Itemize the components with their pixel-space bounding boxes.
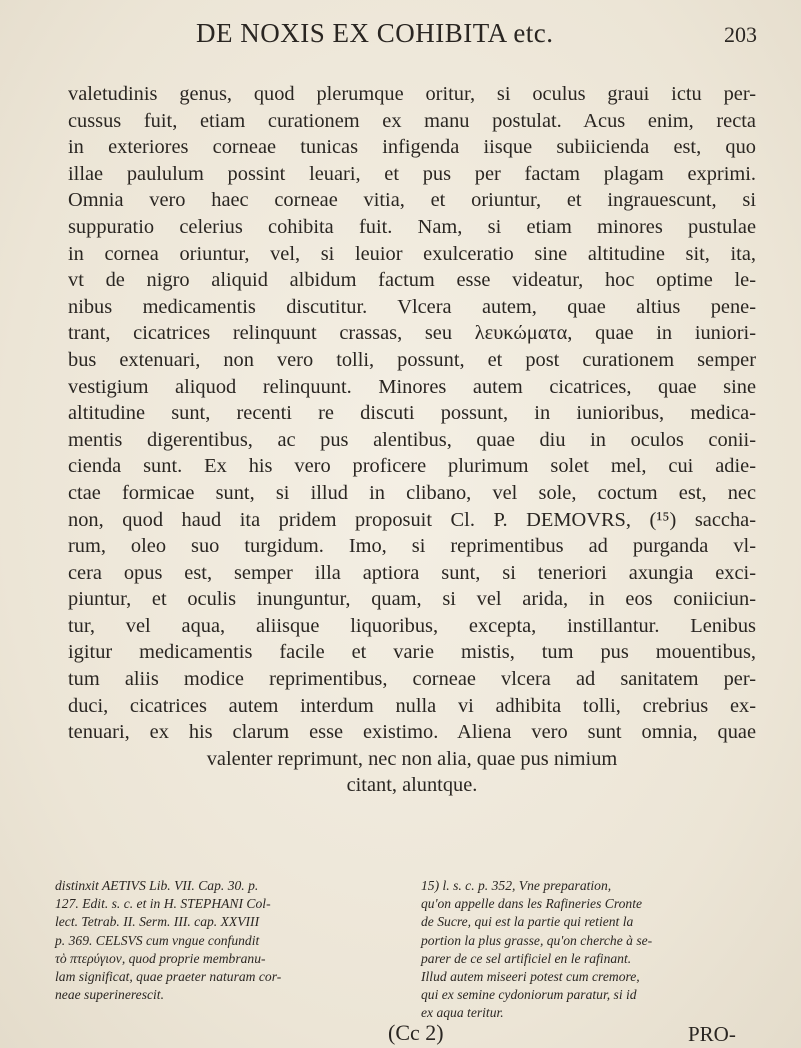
- footnote-line: τὸ πτερύγιον, quod proprie membranu-: [55, 950, 266, 966]
- text-line: valenter reprimunt, nec non alia, quae pus nimium: [206, 747, 618, 770]
- text-line: non, quod haud ita pridem proposuit Cl. P. DEMOVRS, (¹⁵) saccha-: [68, 508, 756, 531]
- main-text-block: [68, 81, 756, 799]
- footnote-line: ex aqua teritur.: [421, 1005, 504, 1021]
- text-line: citant, aluntque.: [346, 774, 478, 797]
- page-footer: [0, 1020, 801, 1046]
- text-line: cera opus est, semper illa aptiora sunt, si teneriori axungia exci-: [68, 561, 756, 584]
- text-line: in exteriores corneae tunicas infigenda iisque subiicienda est, quo: [68, 136, 756, 159]
- footnote-line: lect. Tetrab. II. Serm. III. cap. XXVIII: [55, 914, 260, 930]
- footnote-line: portion la plus grasse, qu'on cherche à se-: [421, 932, 653, 948]
- text-line: duci, cicatrices autem interdum nulla vi adhibita tolli, crebrius ex-: [68, 694, 756, 717]
- footnote-left-column: [55, 877, 388, 1004]
- footnote-line: 127. Edit. s. c. et in H. STEPHANI Col-: [55, 896, 271, 912]
- running-title: DE NOXIS EX COHIBITA etc.: [196, 18, 554, 48]
- text-line: mentis digerentibus, ac pus alentibus, quae diu in oculos conii-: [68, 428, 756, 451]
- text-line: vt de nigro aliquid albidum factum esse videatur, hoc optime le-: [68, 269, 756, 292]
- text-line: illae paululum possint leuari, et pus per factam plagam exprimi.: [68, 162, 756, 185]
- footnote-line: parer de ce sel artificiel en le rafinant.: [421, 950, 632, 966]
- text-line: trant, cicatrices relinquunt crassas, seu λευκώματα, quae in iuniori-: [68, 322, 756, 345]
- page-number: 203: [724, 22, 757, 47]
- text-line: altitudine sunt, recenti re discuti possunt, in iunioribus, medica-: [68, 402, 756, 425]
- text-line: nibus medicamentis discutitur. Vlcera autem, quae altius pene-: [68, 295, 756, 318]
- text-line: bus extenuari, non vero tolli, possunt, et post curationem semper: [68, 348, 756, 371]
- footnote-line: de Sucre, qui est la partie qui retient la: [421, 914, 634, 930]
- text-line: vestigium aliquod relinquunt. Minores autem cicatrices, quae sine: [68, 375, 756, 398]
- footnote-line: lam significat, quae praeter naturam cor-: [55, 968, 282, 984]
- catchword: PRO-: [688, 1022, 736, 1046]
- text-line: suppuratio celerius cohibita fuit. Nam, si etiam minores pustulae: [68, 215, 756, 238]
- text-line: in cornea oriuntur, vel, si leuior exulceratio sine altitudine sit, ita,: [68, 242, 756, 265]
- text-line: rum, oleo suo turgidum. Imo, si reprimentibus ad purganda vl-: [68, 535, 756, 558]
- text-line: tum aliis modice reprimentibus, corneae vlcera ad sanitatem per-: [68, 668, 756, 691]
- text-line: valetudinis genus, quod plerumque oritur, si oculus graui ictu per-: [68, 83, 756, 105]
- text-line: tenuari, ex his clarum esse existimo. Aliena vero sunt omnia, quae: [68, 721, 756, 744]
- text-line: igitur medicamentis facile et varie mistis, tum pus mouentibus,: [68, 641, 756, 664]
- signature-mark: (Cc 2): [388, 1020, 444, 1045]
- text-line: Omnia vero haec corneae vitia, et oriuntur, et ingrauescunt, si: [68, 189, 756, 212]
- footnote-line: qu'on appelle dans les Rafineries Cronte: [421, 896, 643, 912]
- footnote-line: p. 369. CELSVS cum vngue confundit: [55, 932, 260, 948]
- text-line: cienda sunt. Ex his vero proficere plurimum solet mel, cui adie-: [68, 455, 756, 478]
- text-line: piuntur, et oculis inunguntur, quam, si vel arida, in eos coniiciun-: [68, 588, 756, 611]
- text-line: cussus fuit, etiam curationem ex manu postulat. Acus enim, recta: [68, 109, 756, 132]
- footnote-line: 15) l. s. c. p. 352, Vne preparation,: [421, 878, 612, 893]
- footnote-line: Illud autem miseeri potest cum cremore,: [421, 968, 640, 984]
- footnote-line: qui ex semine cydoniorum paratur, si id: [421, 987, 637, 1003]
- running-header: [0, 18, 801, 68]
- text-line: tur, vel aqua, aliisque liquoribus, excepta, instillantur. Lenibus: [68, 614, 756, 637]
- footnote-right-column: [421, 877, 773, 1023]
- text-line: ctae formicae sunt, si illud in clibano, vel sole, coctum est, nec: [68, 481, 756, 504]
- footnote-line: distinxit AETIVS Lib. VII. Cap. 30. p.: [55, 878, 259, 893]
- footnote-line: neae superinerescit.: [55, 987, 164, 1003]
